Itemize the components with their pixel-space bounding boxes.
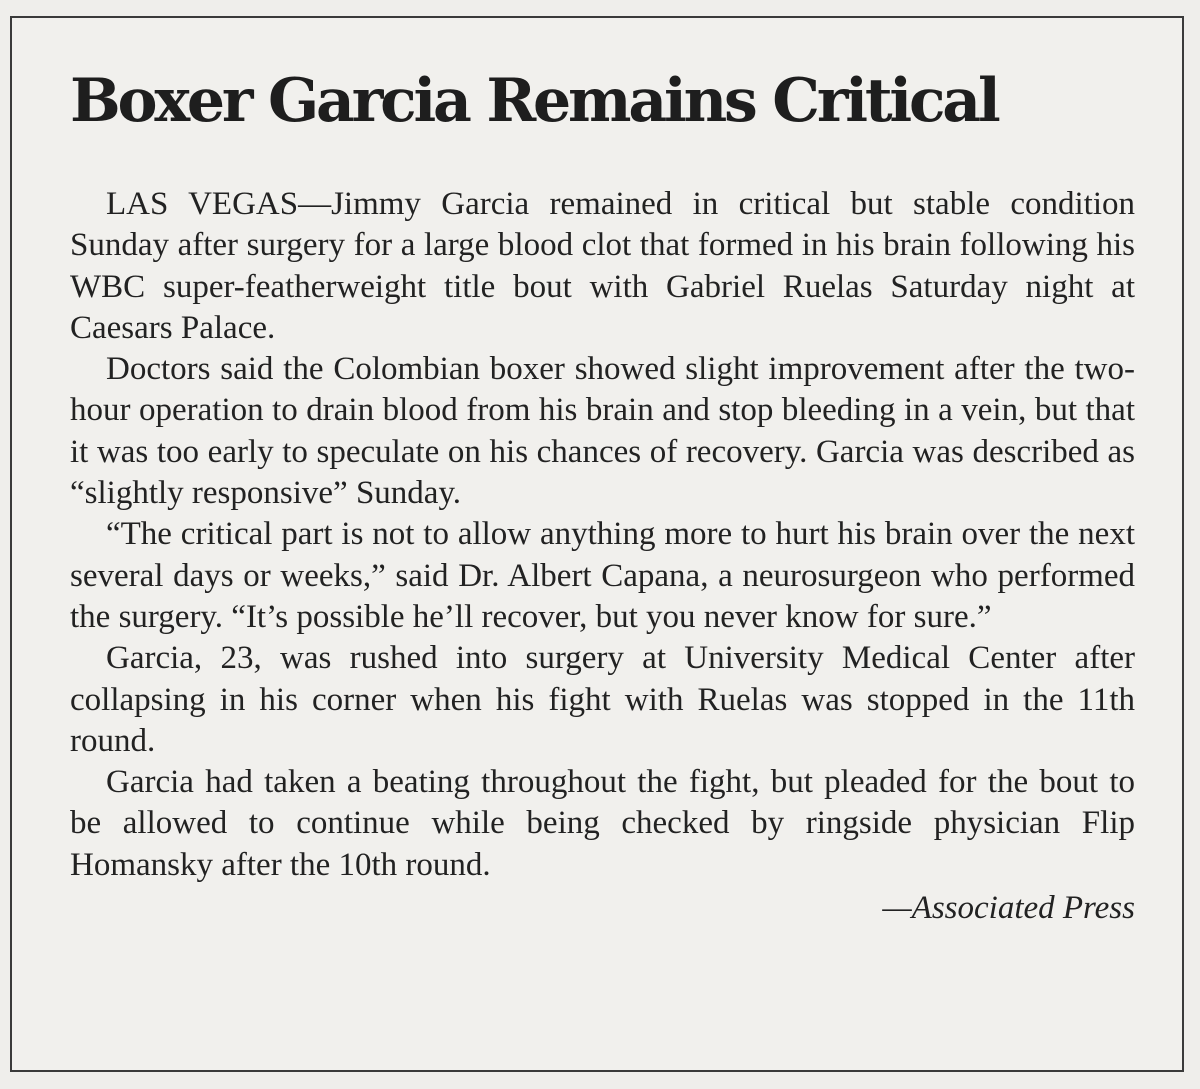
headline: Boxer Garcia Remains Critical (70, 66, 998, 136)
newspaper-clipping (10, 16, 1184, 1072)
paragraph-3: “The critical part is not to allow anything more to hurt his brain over the next several days or weeks,” said Dr. Albert Capana, a neurosurgeon who performed the surgery. “It’s possible he’ll recover, but you never know for sure.” (70, 516, 1135, 635)
paragraph-5: Garcia had taken a beating throughout the fight, but pleaded for the bout to be allowed to continue while being checked by ringside physician Flip Homansky after the 10th round. (70, 764, 1135, 883)
paragraph-1: LAS VEGAS—Jimmy Garcia remained in critical but stable condition Sunday after surgery for a large blood clot that formed in his brain following his WBC super-featherweight title bout with Gabriel Ruelas Saturday night at Caesars Palace. (70, 186, 1135, 346)
article-body (70, 184, 1135, 929)
byline-credit: —Associated Press (882, 890, 1135, 927)
paragraph-2: Doctors said the Colombian boxer showed slight improvement after the two-hour operation to drain blood from his brain and stop bleeding in a vein, but that it was too early to speculate on his chances of recovery. Garcia was described as “slightly responsive” Sunday. (70, 351, 1135, 512)
paragraph-4: Garcia, 23, was rushed into surgery at University Medical Center after collapsing in his corner when his fight with Ruelas was stopped in the 11th round. (70, 640, 1135, 759)
